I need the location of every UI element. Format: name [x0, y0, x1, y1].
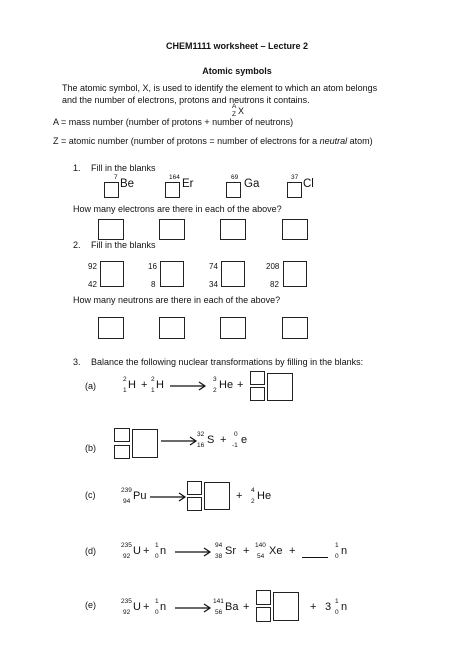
q2-item-1-symbol-box[interactable]: [100, 261, 124, 287]
reaction-b-arrow-icon: [161, 436, 199, 446]
q2-answer-box-3[interactable]: [220, 317, 246, 339]
reaction-d-p2-symbol: Xe: [269, 545, 283, 557]
reaction-e-mass-box[interactable]: [256, 590, 271, 605]
def-z-end: atom): [347, 136, 373, 146]
q1-answer-box-2[interactable]: [159, 219, 185, 240]
reaction-d-p2-atomic: 54: [257, 553, 265, 560]
def-z-text: Z = atomic number (number of protons = number of electrons for a: [53, 136, 320, 146]
page-title: CHEM1111 worksheet – Lecture 2: [165, 41, 309, 51]
reaction-a-plus: +: [141, 379, 148, 391]
q2-label: Fill in the blanks: [91, 240, 156, 250]
reaction-e-plus-3: +: [310, 601, 317, 613]
q2-item-4-atomic: 82: [270, 280, 279, 289]
reaction-c-r1-symbol: Pu: [133, 490, 147, 502]
q1-item-2-symbol: Er: [182, 178, 194, 190]
reaction-e-r2-symbol: n: [160, 601, 167, 613]
q1-label: Fill in the blanks: [91, 163, 156, 173]
reaction-c-plus: +: [236, 490, 243, 502]
reaction-e-r2-mass: 1: [155, 598, 159, 605]
def-mass-number: A = mass number (number of protons + number of neutrons): [53, 117, 294, 127]
reaction-d-p1-atomic: 38: [215, 553, 223, 560]
q1-item-3-mass: 69: [231, 174, 239, 181]
q1-number: 1.: [73, 163, 81, 173]
reaction-c-symbol-box[interactable]: [204, 482, 230, 510]
q1-answer-box-4[interactable]: [282, 219, 308, 240]
reaction-d-plus-1: +: [143, 545, 150, 557]
q2-item-3-mass: 74: [209, 262, 218, 271]
reaction-b-p1-mass: 32: [197, 431, 205, 438]
q1-item-4-atomic-box[interactable]: [287, 182, 302, 198]
reaction-d-coefficient-blank[interactable]: [302, 557, 328, 558]
reaction-b-mass-box[interactable]: [114, 428, 130, 442]
reaction-d-r2-mass: 1: [155, 542, 159, 549]
q2-question: How many neutrons are there in each of the above?: [73, 295, 281, 305]
reaction-a-symbol-box[interactable]: [267, 373, 293, 401]
q1-question: How many electrons are there in each of the above?: [73, 204, 282, 214]
reaction-b-plus: +: [220, 434, 227, 446]
reaction-b-p1-atomic: 16: [197, 442, 205, 449]
q1-item-3-atomic-box[interactable]: [226, 182, 241, 198]
reaction-d-arrow-icon: [175, 547, 213, 557]
reaction-e-r1-symbol: U: [133, 601, 141, 613]
q2-item-4-mass: 208: [266, 262, 280, 271]
reaction-d-label: (d): [85, 546, 96, 556]
reaction-b-p1-symbol: S: [207, 434, 215, 446]
q1-item-4-mass: 37: [291, 174, 299, 181]
reaction-a-r2-mass: 2: [151, 376, 155, 383]
q2-item-3-symbol-box[interactable]: [221, 261, 245, 287]
reaction-b-atomic-box[interactable]: [114, 445, 130, 459]
q1-item-1-mass: 7: [114, 174, 118, 181]
q2-answer-box-2[interactable]: [159, 317, 185, 339]
reaction-d-plus-3: +: [289, 545, 296, 557]
reaction-d-r1-symbol: U: [133, 545, 141, 557]
q1-item-1-symbol: Be: [120, 178, 135, 190]
reaction-d-p3-symbol: n: [341, 545, 348, 557]
reaction-d-r2-atomic: 0: [155, 553, 159, 560]
reaction-c-r1-mass: 239: [121, 487, 132, 494]
reaction-d-r1-atomic: 92: [123, 553, 131, 560]
reaction-a-r2-symbol: H: [156, 379, 164, 391]
reaction-c-label: (c): [85, 490, 96, 500]
q2-number: 2.: [73, 240, 81, 250]
reaction-e-p1-symbol: Ba: [225, 601, 239, 613]
reaction-e-r1-atomic: 92: [123, 609, 131, 616]
reaction-e-p3-symbol: n: [341, 601, 348, 613]
q2-item-3-atomic: 34: [209, 280, 218, 289]
reaction-a-r1-symbol: H: [128, 379, 136, 391]
reaction-e-plus-2: +: [243, 601, 250, 613]
reaction-c-p2-atomic: 2: [251, 498, 255, 505]
reaction-a-p1-mass: 3: [213, 376, 217, 383]
reaction-e-atomic-box[interactable]: [256, 607, 271, 622]
reaction-d-p2-mass: 140: [255, 542, 266, 549]
q1-answer-box-3[interactable]: [220, 219, 246, 240]
q1-item-4-symbol: Cl: [303, 178, 314, 190]
q1-answer-box-1[interactable]: [98, 219, 124, 240]
page-subtitle: Atomic symbols: [202, 66, 272, 76]
reaction-c-atomic-box[interactable]: [187, 497, 202, 511]
notation-mass: A: [232, 103, 237, 110]
q1-item-1-atomic-box[interactable]: [104, 182, 119, 198]
reaction-d-r2-symbol: n: [160, 545, 167, 557]
reaction-e-r2-atomic: 0: [155, 609, 159, 616]
q1-item-2-atomic-box[interactable]: [165, 182, 180, 198]
reaction-e-p3-atomic: 0: [335, 609, 339, 616]
reaction-c-p2-mass: 4: [251, 487, 255, 494]
reaction-a-atomic-box[interactable]: [250, 387, 265, 401]
q3-number: 3.: [73, 357, 81, 367]
q2-item-2-atomic: 8: [151, 280, 156, 289]
reaction-a-mass-box[interactable]: [250, 371, 265, 385]
reaction-b-symbol-box[interactable]: [132, 429, 158, 458]
q1-item-2-mass: 164: [169, 174, 180, 181]
reaction-d-plus-2: +: [243, 545, 250, 557]
reaction-a-p1-symbol: He: [219, 379, 234, 391]
reaction-a-plus-2: +: [237, 379, 244, 391]
q2-item-1-atomic: 42: [88, 280, 97, 289]
def-z-neutral: neutral: [319, 136, 348, 146]
reaction-b-p2-atomic: -1: [232, 442, 238, 449]
reaction-c-r1-atomic: 94: [123, 498, 131, 505]
reaction-b-p2-mass: 0: [234, 431, 238, 438]
reaction-e-label: (e): [85, 600, 96, 610]
q1-item-3-symbol: Ga: [244, 178, 260, 190]
reaction-e-plus-1: +: [143, 601, 150, 613]
q2-item-2-symbol-box[interactable]: [160, 261, 184, 287]
intro-line-2: and the number of electrons, protons and neutrons it contains.: [62, 95, 310, 105]
intro-line-1: The atomic symbol, X, is used to identify the element to which an atom belongs: [62, 83, 378, 93]
reaction-a-r2-atomic: 1: [151, 387, 155, 394]
q2-item-2-mass: 16: [148, 262, 157, 271]
q2-item-4-symbol-box[interactable]: [283, 261, 307, 287]
def-atomic-number: [53, 137, 373, 146]
reaction-d-p1-mass: 94: [215, 542, 223, 549]
reaction-d-p3-atomic: 0: [335, 553, 339, 560]
q2-item-1-mass: 92: [88, 262, 97, 271]
reaction-e-arrow-icon: [175, 603, 213, 613]
reaction-e-p1-atomic: 56: [215, 609, 223, 616]
reaction-a-p1-atomic: 2: [213, 387, 217, 394]
reaction-c-mass-box[interactable]: [187, 481, 202, 495]
reaction-d-r1-mass: 235: [121, 542, 132, 549]
q2-answer-box-1[interactable]: [98, 317, 124, 339]
reaction-c-arrow-icon: [150, 492, 188, 502]
reaction-d-p3-mass: 1: [335, 542, 339, 549]
q3-label: Balance the following nuclear transformations by filling in the blanks:: [91, 357, 364, 367]
reaction-e-r1-mass: 235: [121, 598, 132, 605]
reaction-a-r1-atomic: 1: [123, 387, 127, 394]
reaction-a-arrow-icon: [170, 381, 208, 391]
reaction-e-symbol-box[interactable]: [273, 592, 299, 621]
reaction-c-p2-symbol: He: [257, 490, 272, 502]
reaction-a-label: (a): [85, 381, 96, 391]
reaction-b-p2-symbol: e: [241, 434, 248, 446]
reaction-d-p1-symbol: Sr: [225, 545, 236, 557]
reaction-e-p3-mass: 1: [335, 598, 339, 605]
q2-answer-box-4[interactable]: [282, 317, 308, 339]
notation-atomic: Z: [232, 111, 236, 118]
notation-symbol: X: [238, 106, 245, 116]
reaction-e-coefficient: 3: [325, 601, 332, 613]
reaction-a-r1-mass: 2: [123, 376, 127, 383]
reaction-e-p1-mass: 141: [213, 598, 224, 605]
reaction-b-label: (b): [85, 443, 96, 453]
